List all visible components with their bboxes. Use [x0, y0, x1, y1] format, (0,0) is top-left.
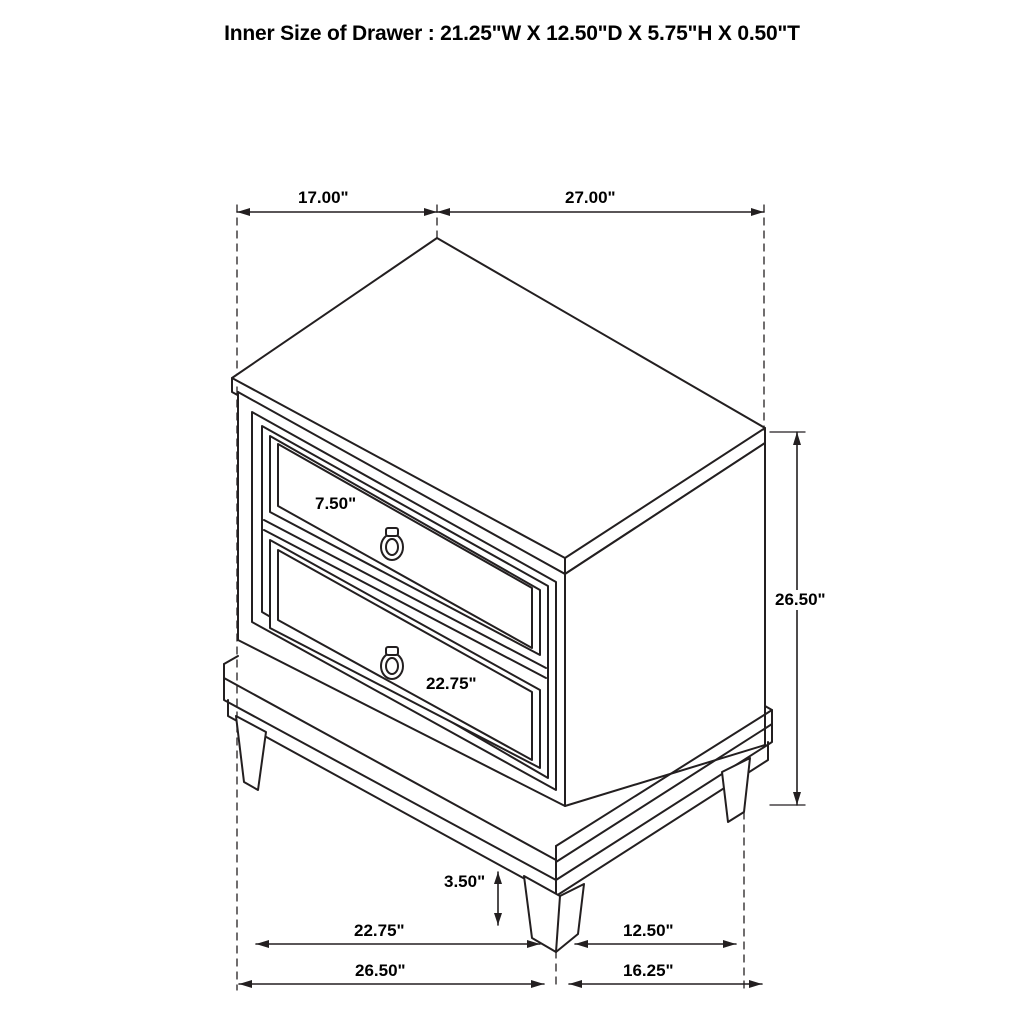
dimension-label-7-50: 7.50" — [312, 494, 359, 514]
dimension-label-26-50-height: 26.50" — [772, 590, 829, 610]
dimension-label-22-75-bottom: 22.75" — [351, 921, 408, 941]
bottom-dimension-row-2 — [239, 980, 762, 988]
dimension-label-17: 17.00" — [295, 188, 352, 208]
dimension-label-22-75-drawer: 22.75" — [423, 674, 480, 694]
leg-height-dimension — [494, 872, 502, 925]
dimension-label-27: 27.00" — [562, 188, 619, 208]
nightstand-illustration — [224, 238, 772, 952]
bottom-dimension-row-1 — [256, 940, 736, 948]
dimension-label-26-50-width: 26.50" — [352, 961, 409, 981]
right-height-dimension — [770, 432, 805, 805]
page-title: Inner Size of Drawer : 21.25"W X 12.50"D X 5.75"H X 0.50"T — [224, 22, 800, 45]
dimension-label-12-50: 12.50" — [620, 921, 677, 941]
top-dimension-lines — [237, 208, 764, 216]
dimension-label-3-50: 3.50" — [441, 872, 488, 892]
dimension-label-16-25: 16.25" — [620, 961, 677, 981]
